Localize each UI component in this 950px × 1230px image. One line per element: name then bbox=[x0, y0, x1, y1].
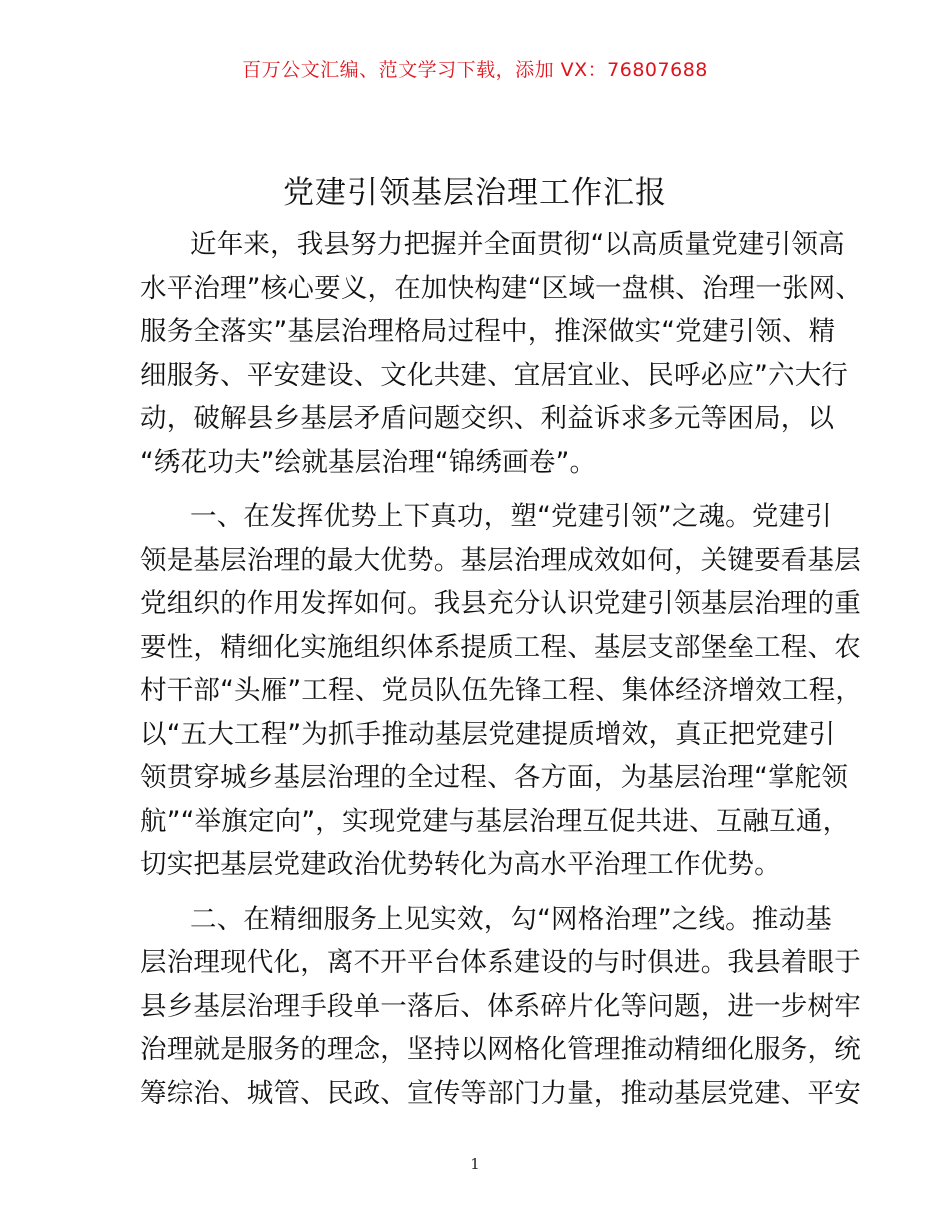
text-line: 航”“举旗定向”，实现党建与基层治理互促共进、互融互通， bbox=[140, 805, 850, 837]
document-title: 党建引领基层治理工作汇报 bbox=[283, 175, 667, 211]
watermark-header-note: 百万公文汇编、范文学习下载，添加 VX：76807688 bbox=[242, 59, 708, 81]
text-line: 筹综治、城管、民政、宣传等部门力量，推动基层党建、平安 bbox=[140, 1077, 861, 1109]
text-line: 二、在精细服务上见实效，勾“网格治理”之线。推动基 bbox=[190, 903, 832, 935]
text-line: 要性，精细化实施组织体系提质工程、基层支部堡垒工程、农 bbox=[140, 631, 861, 663]
text-line: 层治理现代化，离不开平台体系建设的与时俱进。我县着眼于 bbox=[140, 947, 861, 978]
text-line: 党组织的作用发挥如何。我县充分认识党建引领基层治理的重 bbox=[140, 588, 861, 619]
text-line: 水平治理”核心要义，在加快构建“区域一盘棋、治理一张网、 bbox=[140, 272, 863, 304]
paragraph-intro bbox=[140, 223, 863, 484]
text-line: “绣花功夫”绘就基层治理“锦绣画卷”。 bbox=[140, 446, 597, 478]
text-line: 动，破解县乡基层矛盾问题交织、利益诉求多元等困局，以 bbox=[140, 403, 835, 434]
text-line: 切实把基层党建政治优势转化为高水平治理工作优势。 bbox=[140, 849, 781, 880]
text-line: 领贯穿城乡基层治理的全过程、各方面，为基层治理“掌舵领 bbox=[140, 762, 849, 793]
text-line: 以“五大工程”为抓手推动基层党建提质增效，真正把党建引 bbox=[140, 718, 836, 750]
text-line: 县乡基层治理手段单一落后、体系碎片化等问题，进一步树牢 bbox=[140, 990, 861, 1022]
text-line: 服务全落实”基层治理格局过程中，推深做实“党建引领、精 bbox=[140, 316, 836, 347]
text-line: 一、在发挥优势上下真功，塑“党建引领”之魂。党建引 bbox=[190, 501, 832, 532]
text-line: 细服务、平安建设、文化共建、宜居宜业、民呼必应”六大行 bbox=[140, 359, 849, 391]
text-line: 近年来，我县努力把握并全面贯彻“以高质量党建引领高 bbox=[190, 229, 845, 260]
page-number: 1 bbox=[470, 1155, 480, 1173]
document-body bbox=[140, 223, 863, 1115]
text-line: 领是基层治理的最大优势。基层治理成效如何，关键要看基层 bbox=[140, 544, 861, 576]
text-line: 村干部“头雁”工程、党员队伍先锋工程、集体经济增效工程， bbox=[140, 675, 863, 706]
paragraph-section-2 bbox=[140, 898, 861, 1116]
text-line: 治理就是服务的理念，坚持以网格化管理推动精细化服务，统 bbox=[140, 1034, 861, 1065]
paragraph-section-1 bbox=[140, 495, 863, 887]
